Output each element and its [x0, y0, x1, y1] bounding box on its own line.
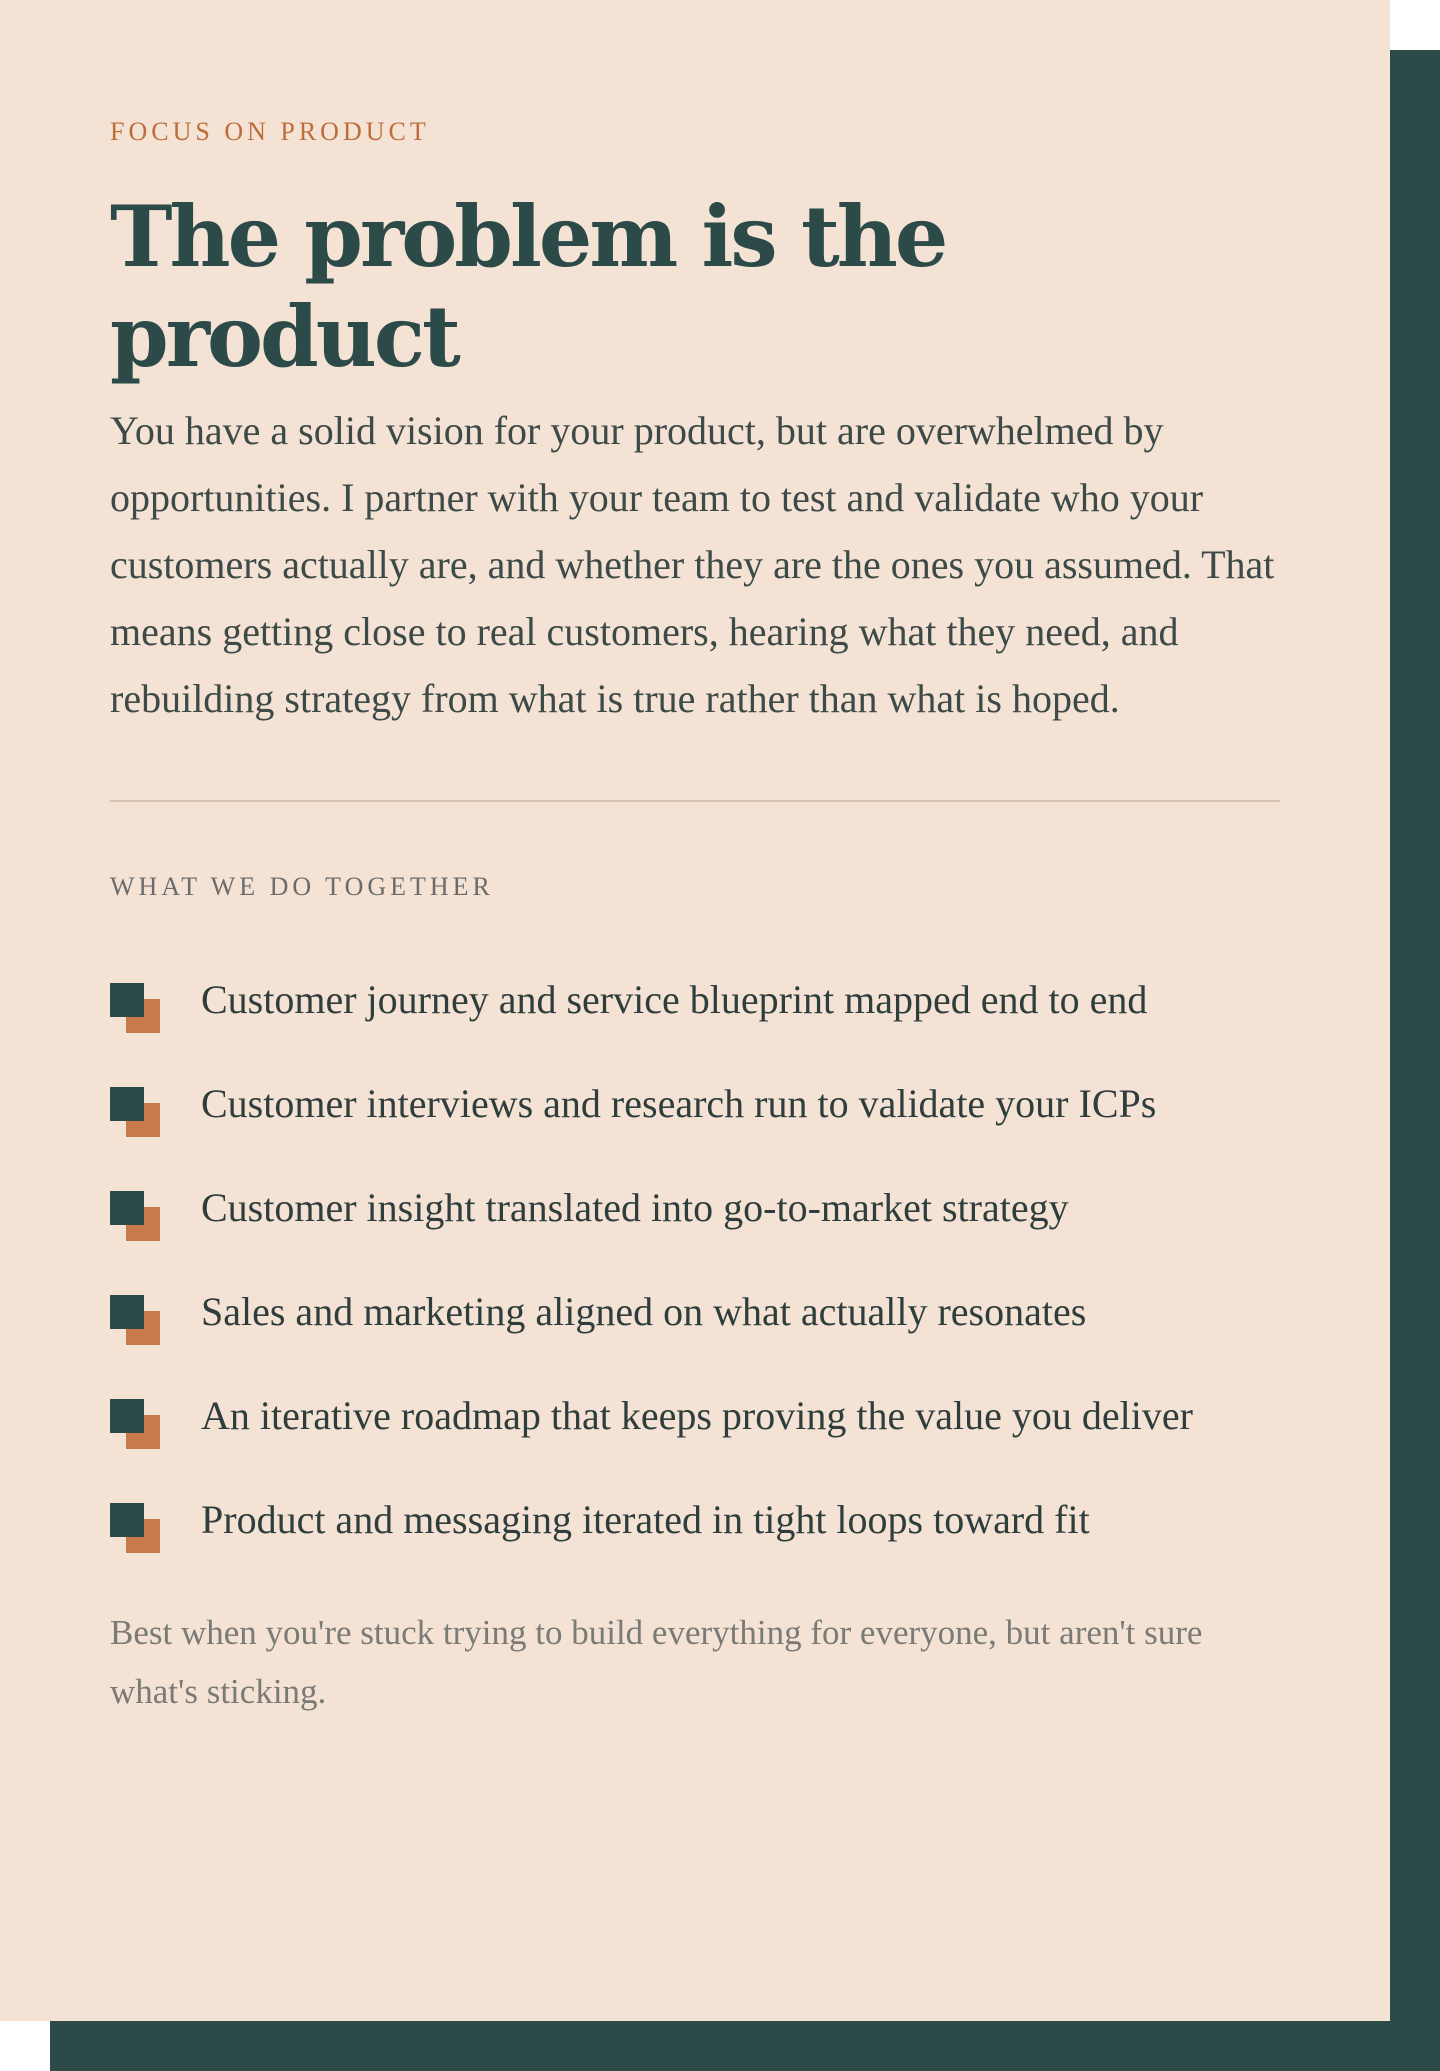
- square-bullet-icon: [110, 1503, 160, 1553]
- feature-label: Customer journey and service blueprint mapped end to end: [201, 977, 1148, 1022]
- square-bullet-icon: [110, 983, 160, 1033]
- square-bullet-icon: [110, 1087, 160, 1137]
- feature-label: Customer interviews and research run to validate your ICPs: [201, 1081, 1157, 1126]
- feature-label: Sales and marketing aligned on what actually resonates: [201, 1289, 1087, 1334]
- feature-item: [110, 968, 1270, 1031]
- intro-paragraph: You have a solid vision for your product, but are overwhelmed by opportunities. I partner with your team to test and validate who your customers actually are, and whether they are the ones you assumed. That means getting close to real customers, hearing what they need, and rebuilding strategy from what is true rather than what is hoped.: [110, 408, 1275, 721]
- eyebrow-label: FOCUS ON PRODUCT: [110, 117, 430, 146]
- feature-list: [110, 968, 1280, 1551]
- feature-label: Product and messaging iterated in tight loops toward fit: [201, 1497, 1090, 1542]
- feature-label: An iterative roadmap that keeps proving the value you deliver: [201, 1393, 1193, 1438]
- feature-item: [110, 1176, 1270, 1239]
- square-bullet-icon: [110, 1399, 160, 1449]
- feature-item: [110, 1488, 1270, 1551]
- feature-item: [110, 1280, 1270, 1343]
- footnote: Best when you're stuck trying to build everything for everyone, but aren't sure what's sticking.: [110, 1613, 1203, 1711]
- section-label: WHAT WE DO TOGETHER: [110, 872, 494, 901]
- feature-label: Customer insight translated into go-to-market strategy: [201, 1185, 1069, 1230]
- section-divider: [110, 800, 1280, 802]
- feature-item: [110, 1384, 1270, 1447]
- square-bullet-icon: [110, 1191, 160, 1241]
- card-title: The problem is the product: [110, 187, 946, 386]
- feature-item: [110, 1072, 1270, 1135]
- square-bullet-icon: [110, 1295, 160, 1345]
